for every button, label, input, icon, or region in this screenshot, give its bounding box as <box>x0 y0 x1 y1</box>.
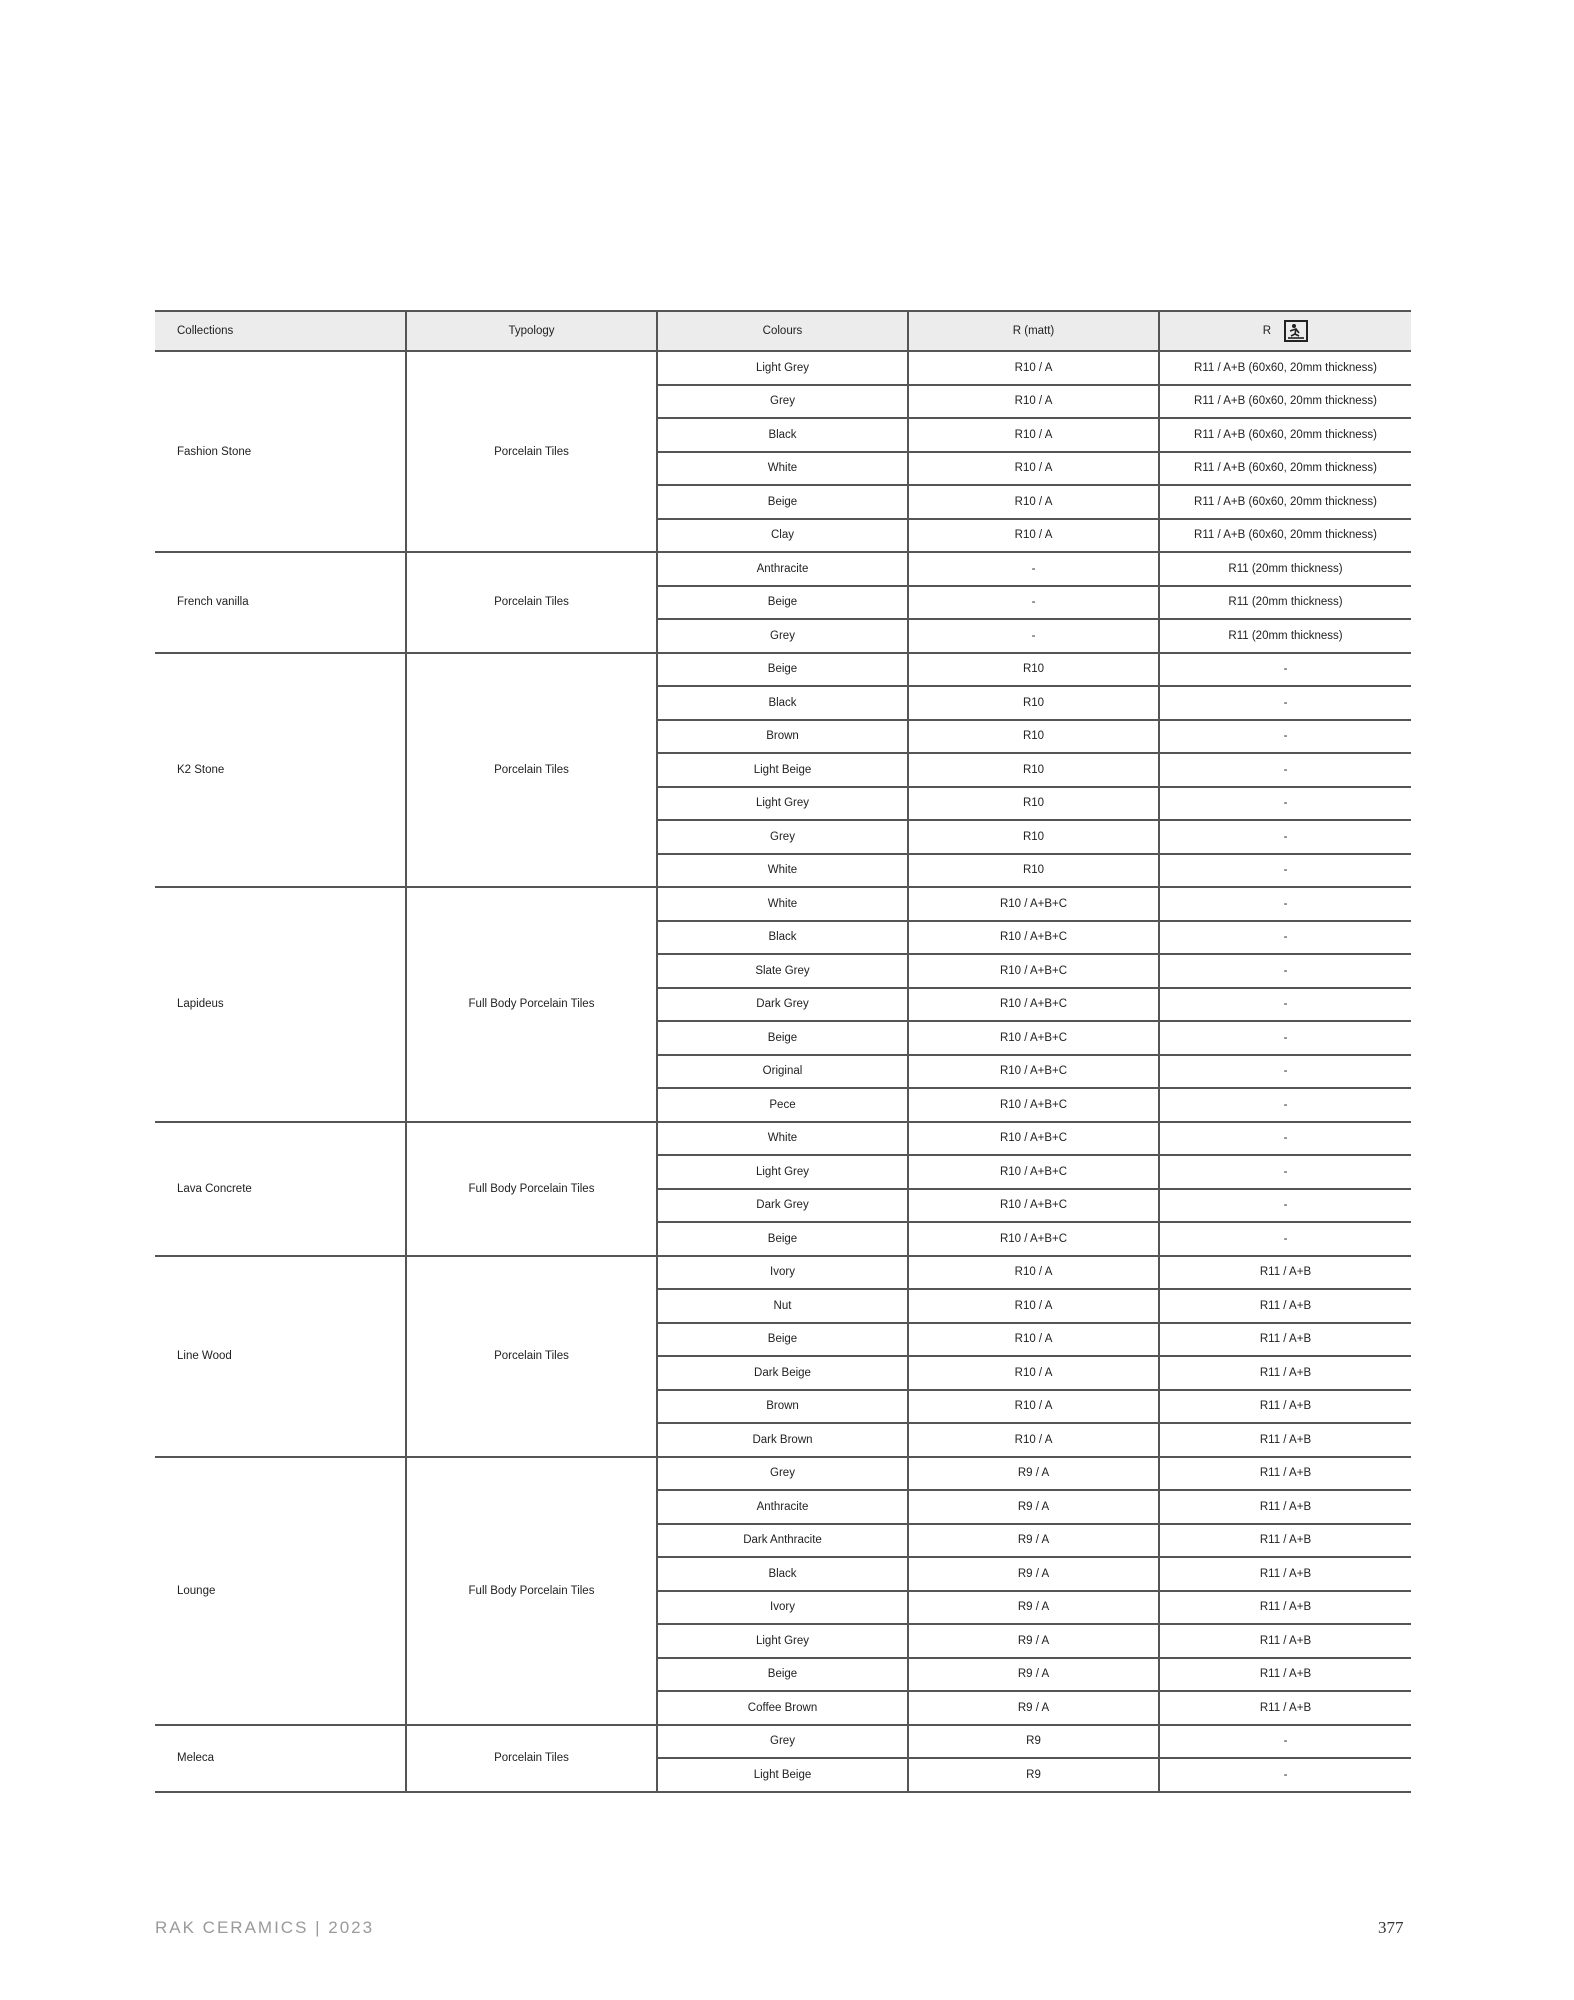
table-row <box>155 1122 1411 1156</box>
colour-cell: Grey <box>657 1725 908 1759</box>
r-matt-cell: R10 / A <box>908 1289 1159 1323</box>
colour-cell: Light Beige <box>657 1758 908 1792</box>
r-special-cell: - <box>1159 921 1411 955</box>
r-special-cell: - <box>1159 653 1411 687</box>
colour-cell: Black <box>657 921 908 955</box>
r-special-cell: R11 / A+B <box>1159 1289 1411 1323</box>
r-matt-cell: R10 <box>908 720 1159 754</box>
collection-cell: Lounge <box>155 1457 406 1725</box>
r-special-cell: R11 (20mm thickness) <box>1159 552 1411 586</box>
table-row <box>155 887 1411 921</box>
colour-cell: Beige <box>657 1658 908 1692</box>
r-special-cell: - <box>1159 820 1411 854</box>
r-special-cell: R11 / A+B (60x60, 20mm thickness) <box>1159 418 1411 452</box>
page-number: 377 <box>1378 1918 1404 1937</box>
r-special-cell: R11 / A+B <box>1159 1256 1411 1290</box>
r-matt-cell: R10 / A <box>908 1356 1159 1390</box>
r-special-cell: R11 / A+B <box>1159 1423 1411 1457</box>
r-special-cell: - <box>1159 1088 1411 1122</box>
r-special-cell: R11 / A+B <box>1159 1691 1411 1725</box>
colour-cell: Grey <box>657 385 908 419</box>
r-special-cell: R11 / A+B (60x60, 20mm thickness) <box>1159 351 1411 385</box>
colour-cell: Ivory <box>657 1256 908 1290</box>
colour-cell: Beige <box>657 586 908 620</box>
colour-cell: Light Grey <box>657 351 908 385</box>
table-body <box>155 351 1411 1792</box>
r-matt-cell: R10 / A+B+C <box>908 1088 1159 1122</box>
r-matt-cell: R10 <box>908 753 1159 787</box>
colour-cell: Light Beige <box>657 753 908 787</box>
typology-cell: Full Body Porcelain Tiles <box>406 1122 657 1256</box>
r-matt-cell: R10 / A <box>908 1423 1159 1457</box>
colour-cell: Slate Grey <box>657 954 908 988</box>
r-special-cell: - <box>1159 1021 1411 1055</box>
colour-cell: Beige <box>657 1323 908 1357</box>
r-matt-cell: R10 / A+B+C <box>908 887 1159 921</box>
r-matt-cell: R10 / A <box>908 351 1159 385</box>
r-special-cell: - <box>1159 1055 1411 1089</box>
r-matt-cell: - <box>908 586 1159 620</box>
colour-cell: Brown <box>657 1390 908 1424</box>
r-matt-cell: R9 <box>908 1725 1159 1759</box>
slip-surface-icon <box>1284 320 1308 342</box>
r-special-cell: - <box>1159 1758 1411 1792</box>
r-matt-cell: R10 / A <box>908 519 1159 553</box>
colour-cell: White <box>657 854 908 888</box>
header-r-special-label: R <box>1262 325 1272 338</box>
r-matt-cell: R9 / A <box>908 1591 1159 1625</box>
r-special-cell: R11 / A+B (60x60, 20mm thickness) <box>1159 452 1411 486</box>
r-matt-cell: R10 <box>908 787 1159 821</box>
colour-cell: Original <box>657 1055 908 1089</box>
r-special-cell: R11 / A+B <box>1159 1490 1411 1524</box>
r-matt-cell: - <box>908 552 1159 586</box>
colour-cell: Light Grey <box>657 787 908 821</box>
r-special-cell: - <box>1159 720 1411 754</box>
colour-cell: White <box>657 452 908 486</box>
collection-cell: Meleca <box>155 1725 406 1792</box>
header-colours: Colours <box>657 311 908 351</box>
r-matt-cell: R9 / A <box>908 1624 1159 1658</box>
r-matt-cell: R10 <box>908 854 1159 888</box>
slip-resistance-table <box>155 310 1411 1793</box>
typology-cell: Porcelain Tiles <box>406 1725 657 1792</box>
r-matt-cell: R10 / A <box>908 1256 1159 1290</box>
colour-cell: Beige <box>657 485 908 519</box>
r-matt-cell: R10 <box>908 820 1159 854</box>
colour-cell: Dark Grey <box>657 988 908 1022</box>
colour-cell: Anthracite <box>657 1490 908 1524</box>
colour-cell: White <box>657 1122 908 1156</box>
header-collections: Collections <box>155 311 406 351</box>
r-matt-cell: R10 / A+B+C <box>908 921 1159 955</box>
r-matt-cell: R10 / A+B+C <box>908 954 1159 988</box>
r-matt-cell: R10 / A <box>908 452 1159 486</box>
colour-cell: Dark Brown <box>657 1423 908 1457</box>
r-matt-cell: R10 / A+B+C <box>908 1155 1159 1189</box>
r-special-cell: R11 / A+B <box>1159 1390 1411 1424</box>
r-matt-cell: R9 / A <box>908 1524 1159 1558</box>
header-row <box>155 311 1411 351</box>
r-special-cell: - <box>1159 753 1411 787</box>
colour-cell: Nut <box>657 1289 908 1323</box>
r-special-cell: - <box>1159 887 1411 921</box>
r-matt-cell: R10 / A+B+C <box>908 1189 1159 1223</box>
header-r-special <box>1159 311 1411 351</box>
typology-cell: Full Body Porcelain Tiles <box>406 887 657 1122</box>
r-special-cell: - <box>1159 787 1411 821</box>
r-matt-cell: R9 <box>908 1758 1159 1792</box>
r-special-cell: - <box>1159 988 1411 1022</box>
r-matt-cell: R10 / A <box>908 418 1159 452</box>
colour-cell: Brown <box>657 720 908 754</box>
table-row <box>155 351 1411 385</box>
colour-cell: Dark Grey <box>657 1189 908 1223</box>
table-row <box>155 552 1411 586</box>
typology-cell: Porcelain Tiles <box>406 653 657 888</box>
r-special-cell: R11 / A+B <box>1159 1323 1411 1357</box>
header-typology: Typology <box>406 311 657 351</box>
typology-cell: Porcelain Tiles <box>406 351 657 552</box>
r-special-cell: R11 / A+B <box>1159 1557 1411 1591</box>
colour-cell: Dark Anthracite <box>657 1524 908 1558</box>
colour-cell: Grey <box>657 1457 908 1491</box>
colour-cell: Light Grey <box>657 1624 908 1658</box>
colour-cell: Ivory <box>657 1591 908 1625</box>
colour-cell: Grey <box>657 619 908 653</box>
r-matt-cell: R10 / A <box>908 385 1159 419</box>
table-row <box>155 1457 1411 1491</box>
colour-cell: Beige <box>657 653 908 687</box>
r-special-cell: R11 / A+B (60x60, 20mm thickness) <box>1159 385 1411 419</box>
r-matt-cell: - <box>908 619 1159 653</box>
typology-cell: Full Body Porcelain Tiles <box>406 1457 657 1725</box>
colour-cell: Dark Beige <box>657 1356 908 1390</box>
r-special-cell: R11 / A+B (60x60, 20mm thickness) <box>1159 485 1411 519</box>
r-matt-cell: R10 / A <box>908 1323 1159 1357</box>
r-special-cell: R11 / A+B <box>1159 1524 1411 1558</box>
r-special-cell: - <box>1159 686 1411 720</box>
colour-cell: Coffee Brown <box>657 1691 908 1725</box>
r-special-cell: - <box>1159 1222 1411 1256</box>
colour-cell: White <box>657 887 908 921</box>
colour-cell: Grey <box>657 820 908 854</box>
r-matt-cell: R10 / A <box>908 485 1159 519</box>
footer-brand: RAK CERAMICS | 2023 <box>155 1918 375 1937</box>
colour-cell: Black <box>657 686 908 720</box>
r-special-cell: - <box>1159 1725 1411 1759</box>
r-special-cell: R11 / A+B <box>1159 1624 1411 1658</box>
colour-cell: Anthracite <box>657 552 908 586</box>
r-matt-cell: R9 / A <box>908 1490 1159 1524</box>
collection-cell: Lapideus <box>155 887 406 1122</box>
r-special-cell: R11 (20mm thickness) <box>1159 619 1411 653</box>
colour-cell: Pece <box>657 1088 908 1122</box>
r-matt-cell: R10 / A+B+C <box>908 988 1159 1022</box>
collection-cell: Lava Concrete <box>155 1122 406 1256</box>
r-matt-cell: R9 / A <box>908 1691 1159 1725</box>
r-special-cell: - <box>1159 1189 1411 1223</box>
r-special-cell: - <box>1159 854 1411 888</box>
typology-cell: Porcelain Tiles <box>406 1256 657 1457</box>
r-matt-cell: R10 / A+B+C <box>908 1122 1159 1156</box>
colour-cell: Black <box>657 418 908 452</box>
table-row <box>155 1725 1411 1759</box>
r-matt-cell: R10 / A+B+C <box>908 1222 1159 1256</box>
colour-cell: Beige <box>657 1021 908 1055</box>
colour-cell: Black <box>657 1557 908 1591</box>
colour-cell: Beige <box>657 1222 908 1256</box>
r-matt-cell: R10 / A <box>908 1390 1159 1424</box>
r-special-cell: - <box>1159 1122 1411 1156</box>
r-special-cell: R11 (20mm thickness) <box>1159 586 1411 620</box>
r-matt-cell: R9 / A <box>908 1557 1159 1591</box>
r-special-cell: R11 / A+B <box>1159 1658 1411 1692</box>
r-special-cell: R11 / A+B <box>1159 1356 1411 1390</box>
collection-cell: Line Wood <box>155 1256 406 1457</box>
r-matt-cell: R10 / A+B+C <box>908 1055 1159 1089</box>
r-matt-cell: R10 <box>908 653 1159 687</box>
r-matt-cell: R10 <box>908 686 1159 720</box>
table-row <box>155 1256 1411 1290</box>
r-special-cell: - <box>1159 954 1411 988</box>
typology-cell: Porcelain Tiles <box>406 552 657 653</box>
r-special-cell: R11 / A+B <box>1159 1457 1411 1491</box>
r-matt-cell: R10 / A+B+C <box>908 1021 1159 1055</box>
r-special-cell: R11 / A+B <box>1159 1591 1411 1625</box>
colour-cell: Light Grey <box>657 1155 908 1189</box>
r-special-cell: R11 / A+B (60x60, 20mm thickness) <box>1159 519 1411 553</box>
header-r-matt: R (matt) <box>908 311 1159 351</box>
r-special-cell: - <box>1159 1155 1411 1189</box>
table-row <box>155 653 1411 687</box>
collection-cell: K2 Stone <box>155 653 406 888</box>
collection-cell: Fashion Stone <box>155 351 406 552</box>
collection-cell: French vanilla <box>155 552 406 653</box>
r-matt-cell: R9 / A <box>908 1658 1159 1692</box>
r-matt-cell: R9 / A <box>908 1457 1159 1491</box>
colour-cell: Clay <box>657 519 908 553</box>
